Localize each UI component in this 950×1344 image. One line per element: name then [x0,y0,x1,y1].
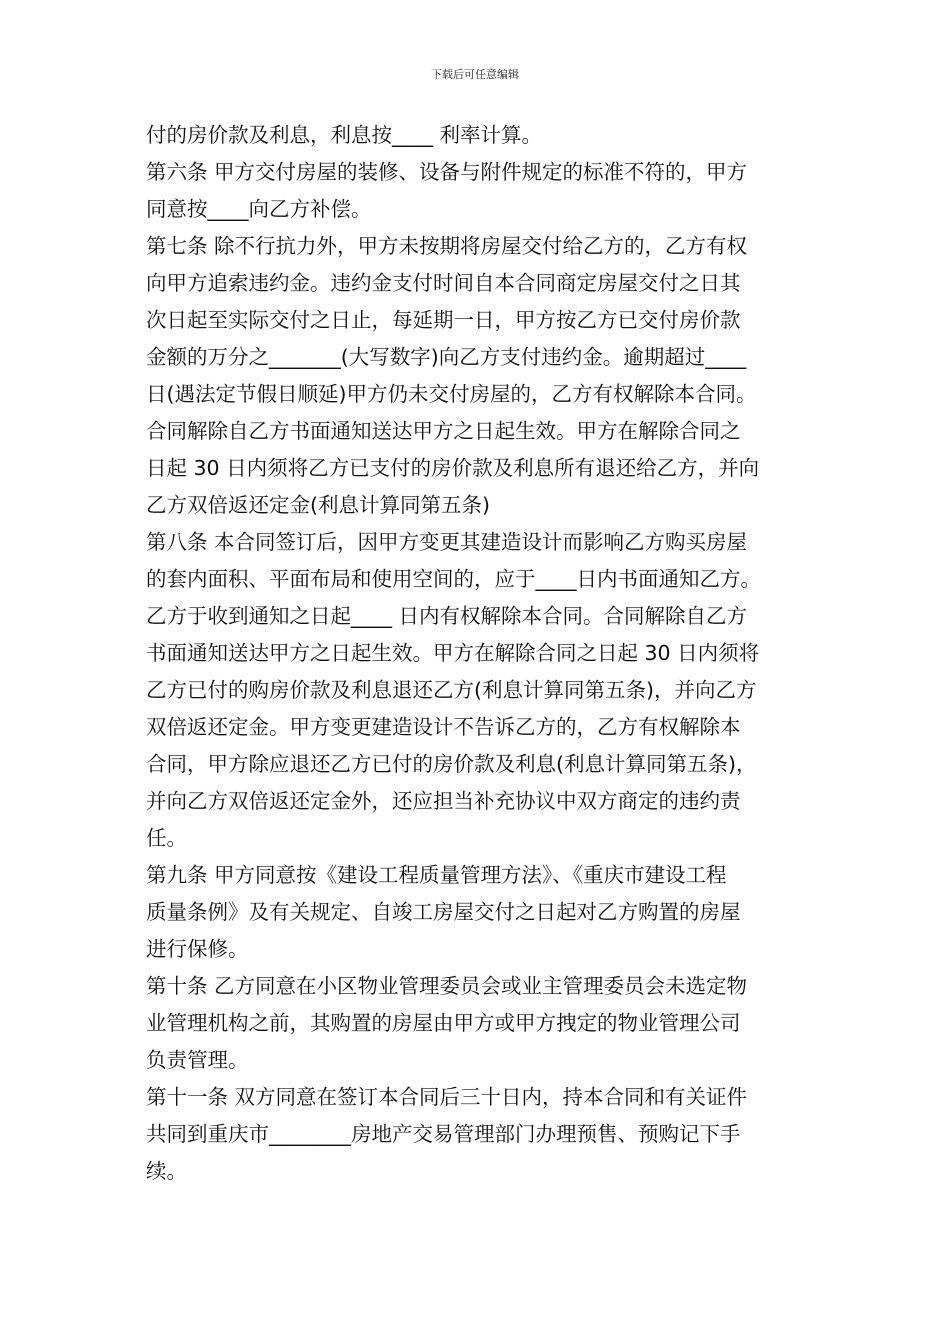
text-line: 并向乙方双倍返还定金外，还应担当补充协议中双方商定的违约责 [146,789,741,813]
page-header: 下载后可任意编辑 [431,68,519,81]
text-line: 第十条 乙方同意在小区物业管理委员会或业主管理委员会未选定物 [146,974,748,998]
text-line: 乙方于收到通知之日起____ 日内有权解除本合同。合同解除自乙方 [146,604,748,628]
text-line: 书面通知送达甲方之日起生效。甲方在解除合同之日起 30 日内须将 [146,641,760,665]
text-line: 的套内面积、平面布局和使用空间的，应于____日内书面通知乙方。 [146,567,761,591]
text-line: 第六条 甲方交付房屋的装修、设备与附件规定的标准不符的，甲方 [146,160,748,184]
text-line: 乙方双倍返还定金(利息计算同第五条) [146,493,490,517]
text-line: 第七条 除不行抗力外，甲方未按期将房屋交付给乙方的，乙方有权 [146,234,748,258]
text-line: 进行保修。 [146,937,249,961]
text-line: 第十一条 双方同意在签订本合同后三十日内，持本合同和有关证件 [146,1085,748,1109]
text-line: 次日起至实际交付之日止，每延期一日，甲方按乙方已交付房价款 [146,308,741,332]
text-line: 第八条 本合同签订后，因甲方变更其建造设计而影响乙方购买房屋 [146,530,748,554]
text-line: 日起 30 日内须将乙方已支付的房价款及利息所有退还给乙方，并向 [146,456,760,480]
text-line: 业管理机构之前，其购置的房屋由甲方或甲方拽定的物业管理公司 [146,1011,741,1035]
text-line: 乙方已付的购房价款及利息退还乙方(利息计算同第五条)，并向乙方 [146,678,757,702]
text-line: 任。 [146,826,187,850]
text-line: 合同解除自乙方书面通知送达甲方之日起生效。甲方在解除合同之 [146,419,741,443]
text-line: 合同，甲方除应退还乙方已付的房价款及利息(利息计算同第五条)， [146,752,757,776]
text-line: 同意按____向乙方补偿。 [146,197,372,221]
text-line: 共同到重庆市________房地产交易管理部门办理预售、预购记下手 [146,1122,741,1146]
text-line: 向甲方追索违约金。违约金支付时间自本合同商定房屋交付之日其 [146,271,741,295]
contract-body [146,117,822,1190]
text-line: 付的房价款及利息，利息按____ 利率计算。 [146,123,543,147]
text-line: 日(遇法定节假日顺延)甲方仍未交付房屋的，乙方有权解除本合同。 [146,382,757,406]
text-line: 续。 [146,1159,187,1183]
text-line: 金额的万分之_______(大写数字)向乙方支付违约金。逾期超过____ [146,345,747,369]
text-line: 双倍返还定金。甲方变更建造设计不告诉乙方的，乙方有权解除本 [146,715,741,739]
text-line: 负责管理。 [146,1048,249,1072]
text-line: 质量条例》及有关规定、自竣工房屋交付之日起对乙方购置的房屋 [146,900,741,924]
text-line: 第九条 甲方同意按《建设工程质量管理方法》、《重庆市建设工程 [146,863,727,887]
